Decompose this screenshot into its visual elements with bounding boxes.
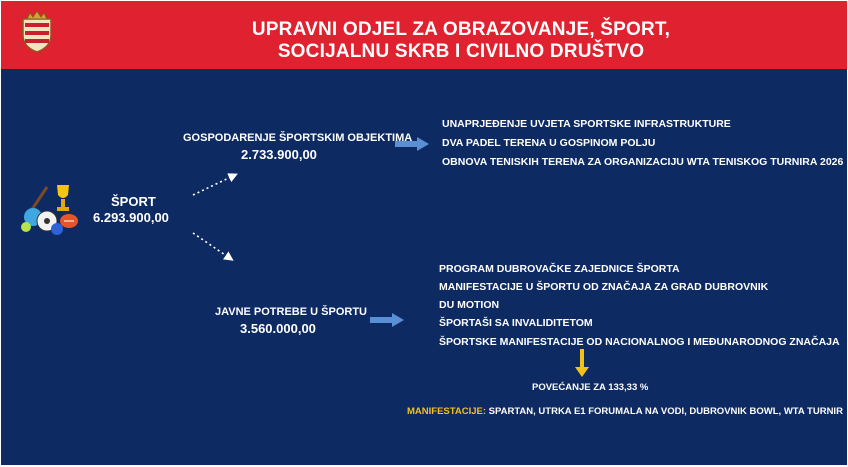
- root-label: ŠPORT: [111, 194, 156, 209]
- page-title: [161, 19, 761, 63]
- bottom-item-3: DU MOTION: [439, 299, 500, 311]
- title-line-2: SOCIJALNU SKRB I CIVILNO DRUŠTVO: [277, 41, 645, 62]
- root-amount: 6.293.900,00: [93, 210, 169, 225]
- bottom-branch-label: JAVNE POTREBE U ŠPORTU: [215, 306, 367, 318]
- bottom-item-2: MANIFESTACIJE U ŠPORTU OD ZNAČAJA ZA GRAD DUBROVNIK: [439, 281, 769, 293]
- title-line-1: UPRAVNI ODJEL ZA OBRAZOVANJE, ŠPORT,: [251, 19, 671, 40]
- events-line: [407, 406, 843, 417]
- arrow-to-top-branch: [193, 175, 235, 195]
- events-label: MANIFESTACIJE:: [407, 406, 486, 417]
- slide: [1, 1, 847, 465]
- increase-note: POVEĆANJE ZA 133,33 %: [532, 382, 649, 393]
- bottom-item-4: ŠPORTAŠI SA INVALIDITETOM: [439, 317, 593, 329]
- bottom-item-5: ŠPORTSKE MANIFESTACIJE OD NACIONALNOG I MEĐUNARODNOG ZNAČAJA: [439, 336, 840, 348]
- city-crest-icon: [19, 11, 55, 53]
- events-text: SPARTAN, UTRKA E1 FORUMALA NA VODI, DUBROVNIK BOWL, WTA TURNIR: [486, 406, 843, 417]
- sports-equipment-icon: [21, 179, 83, 237]
- branch-arrows: [187, 169, 247, 269]
- top-branch-amount: 2.733.900,00: [241, 147, 317, 162]
- top-item-2: DVA PADEL TERENA U GOSPINOM POLJU: [442, 137, 656, 149]
- top-item-1: UNAPRJEĐENJE UVJETA SPORTSKE INFRASTRUKTURE: [442, 118, 731, 130]
- arrow-right-icon: [370, 313, 404, 327]
- top-item-3: OBNOVA TENISKIH TERENA ZA ORGANIZACIJU WTA TENISKOG TURNIRA 2026: [442, 156, 844, 168]
- arrow-right-icon: [395, 137, 429, 151]
- arrow-to-bottom-branch: [193, 233, 231, 259]
- top-branch-label: GOSPODARENJE ŠPORTSKIM OBJEKTIMA: [183, 132, 413, 144]
- arrow-down-icon: [575, 349, 589, 377]
- header-bar: [1, 1, 847, 69]
- bottom-branch-amount: 3.560.000,00: [240, 321, 316, 336]
- bottom-item-1: PROGRAM DUBROVAČKE ZAJEDNICE ŠPORTA: [439, 263, 680, 275]
